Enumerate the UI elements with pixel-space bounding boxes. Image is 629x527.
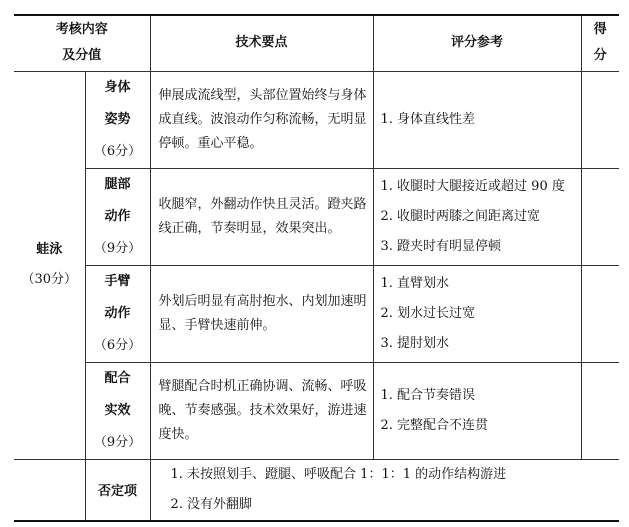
score-ref-item: 1. 身体直线性差 (380, 111, 476, 127)
assessment-table (14, 14, 619, 522)
subitem-score: （9分） (93, 434, 142, 450)
category-score: （30分） (21, 272, 78, 287)
score-cell (581, 265, 619, 362)
subitem-line1: 手臂 (104, 273, 131, 289)
score-cell (581, 168, 619, 265)
score-ref-cell (373, 71, 581, 168)
header-score-line1: 得 (593, 22, 607, 38)
subitem-cell (85, 362, 150, 459)
subitem-line1: 身体 (104, 79, 131, 95)
subitem-score: （6分） (93, 337, 142, 353)
subitem-line2: 动作 (104, 208, 131, 224)
negation-label: 否定项 (85, 459, 150, 521)
header-row (14, 15, 619, 71)
table-row-leg-action (14, 168, 619, 265)
subitem-line1: 腿部 (104, 176, 131, 192)
subitem-cell (85, 168, 150, 265)
tech-points-cell: 伸展成流线型，头部位置始终与身体成直线。波浪动作匀称流畅，无明显停顿。重心平稳。 (150, 71, 373, 168)
score-ref-item: 1. 直臂划水 (380, 275, 450, 291)
header-score-line2: 分 (593, 48, 607, 64)
subitem-line2: 实效 (104, 402, 131, 418)
subitem-line2: 动作 (104, 305, 131, 321)
table-row-coordination (14, 362, 619, 459)
score-ref-item: 2. 完整配合不连贯 (380, 417, 489, 433)
subitem-line1: 配合 (104, 370, 131, 386)
table-row-body-posture (14, 71, 619, 168)
blank-cell (14, 459, 85, 521)
score-ref-cell (373, 362, 581, 459)
header-content-line1: 考核内容 (55, 22, 108, 38)
score-ref-cell (373, 265, 581, 362)
header-tech-points: 技术要点 (150, 15, 373, 71)
score-cell (581, 362, 619, 459)
header-score-ref: 评分参考 (373, 15, 581, 71)
subitem-score: （6分） (93, 143, 142, 159)
score-ref-item: 2. 收腿时两膝之间距离过宽 (380, 208, 541, 224)
tech-points-cell: 臂腿配合时机正确协调、流畅、呼吸晚、节奏感强。技术效果好，游进速度快。 (150, 362, 373, 459)
header-score (581, 15, 619, 71)
negation-item: 1. 未按照划手、蹬腿、呼吸配合 1：1：1 的动作结构游进 (170, 466, 507, 482)
category-cell (14, 71, 85, 459)
category-name: 蛙泳 (36, 242, 63, 257)
tech-points-cell: 收腿窄，外翻动作快且灵活。蹬夹路线正确，节奏明显，效果突出。 (150, 168, 373, 265)
header-content-score (14, 15, 150, 71)
tech-points-cell: 外划后明显有高肘抱水、内划加速明显、手臂快速前伸。 (150, 265, 373, 362)
score-ref-item: 3. 蹬夹时有明显停顿 (380, 238, 502, 254)
subitem-cell (85, 71, 150, 168)
score-ref-item: 3. 提肘划水 (380, 335, 450, 351)
table-row-negation (14, 459, 619, 521)
subitem-line2: 姿势 (104, 111, 131, 127)
negation-item: 2. 没有外翻脚 (170, 496, 253, 512)
score-ref-item: 1. 收腿时大腿接近或超过 90 度 (380, 178, 565, 194)
score-cell (581, 71, 619, 168)
score-ref-cell (373, 168, 581, 265)
subitem-cell (85, 265, 150, 362)
subitem-score: （9分） (93, 240, 142, 256)
table-row-arm-action (14, 265, 619, 362)
score-ref-item: 2. 划水过长过宽 (380, 305, 476, 321)
score-ref-item: 1. 配合节奏错误 (380, 387, 476, 403)
header-content-line2: 及分值 (62, 48, 102, 64)
negation-items (150, 459, 619, 521)
